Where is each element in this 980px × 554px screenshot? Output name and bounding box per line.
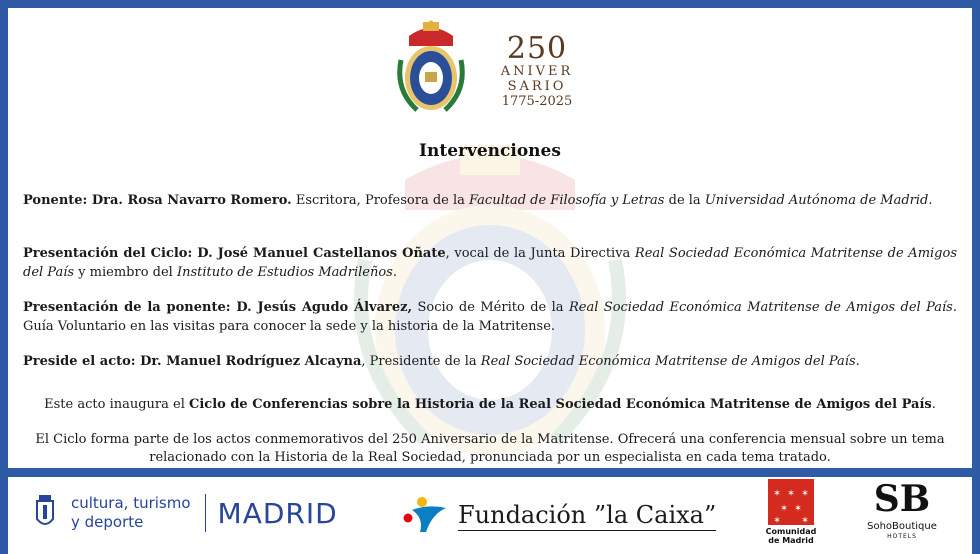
cycle-presentation-label: Presentación del Ciclo: D. José Manuel Castellanos Oñate [23, 246, 446, 261]
speaker-presentation-society: Real Sociedad Económica Matritense de Amigos del País. [568, 300, 957, 315]
la-caixa-wordmark: Fundación ”la Caixa” [458, 500, 717, 529]
inauguration-cycle-name: Ciclo de Conferencias sobre la Historia de la Real Sociedad Económica Matritense de Amigos del País [189, 397, 932, 412]
speaker-faculty: Facultad de Filosofía y Letras [469, 193, 665, 208]
footer-divider [0, 468, 980, 477]
speaker-text-2: de la [664, 193, 705, 208]
sponsors-footer [8, 477, 972, 554]
soho-hotels: HOTELS [887, 533, 917, 540]
page-title: Intervenciones [419, 141, 561, 161]
cycle-presentation-text-1: , vocal de la Junta Directiva [445, 246, 635, 261]
comunidad-madrid-stars-icon [768, 479, 814, 525]
speaker-text-1: Escritora, Profesora de la [291, 193, 470, 208]
svg-text:✶: ✶ [773, 516, 781, 525]
madrid-logo [35, 492, 338, 534]
la-caixa-star-icon [402, 496, 448, 534]
anniversary-number: 250 [506, 31, 568, 66]
madrid-bear-crest-icon [35, 495, 55, 531]
speaker-university: Universidad Autónoma de Madrid [704, 193, 929, 208]
speaker-paragraph [23, 191, 957, 210]
soho-boutique-logo [862, 477, 942, 541]
speaker-presentation-text-1: Socio de Mérito de la [412, 300, 569, 315]
presides-label: Preside el acto: Dr. Manuel Rodríguez Alcayna [23, 354, 362, 369]
speaker-presentation-text-2: Guía Voluntario en las visitas para conocer la sede y la historia de la Matritense. [23, 319, 556, 334]
la-caixa-logo [402, 495, 716, 535]
svg-text:✶: ✶ [773, 489, 781, 499]
speaker-presentation-label: Presentación de la ponente: D. Jesús Agudo Álvarez, [23, 300, 413, 315]
comunidad-line-1: Comunidad [765, 527, 817, 536]
inauguration-paragraph [20, 396, 960, 414]
soho-name: SohoBoutique [867, 521, 937, 532]
presides-society: Real Sociedad Económica Matritense de Amigos del País. [480, 354, 860, 369]
inauguration-text-1: Este acto inaugura el [44, 397, 189, 412]
anniversary-logo [496, 31, 578, 124]
svg-text:✶: ✶ [801, 516, 809, 525]
real-sociedad-crest-icon [395, 20, 467, 116]
svg-text:✶: ✶ [801, 489, 809, 499]
madrid-department-line-1: cultura, turismo [71, 494, 191, 512]
comunidad-madrid-logo [763, 479, 819, 545]
soho-monogram-icon: SB [873, 478, 931, 520]
cycle-presentation-paragraph [23, 244, 957, 282]
comunidad-line-2: de Madrid [768, 536, 814, 545]
svg-text:✶: ✶ [787, 489, 795, 499]
anniversary-years: 1775-2025 [501, 94, 573, 109]
speaker-label: Ponente: Dra. Rosa Navarro Romero. [23, 193, 292, 208]
svg-text:✶: ✶ [780, 504, 788, 514]
madrid-department-line-2: y deporte [71, 513, 144, 531]
anniversary-word-1: ANIVER [500, 64, 574, 79]
presides-paragraph [23, 352, 957, 371]
cycle-presentation-society: Real Sociedad Económica Matritense de Amigos del País [23, 246, 957, 280]
top-border [0, 0, 980, 8]
madrid-department [71, 494, 206, 532]
svg-text:✶: ✶ [794, 504, 802, 514]
cycle-info-paragraph: El Ciclo forma parte de los actos conmemorativos del 250 Aniversario de la Matritense. Ofrecerá una conferencia mensual sobre un tema relacionado con la Historia de la Real Sociedad, pronunciada por un especialista en cada tema tratado. [35, 432, 945, 465]
cycle-presentation-institute: Instituto de Estudios Madrileños [176, 265, 393, 280]
speaker-text-3: . [928, 193, 933, 208]
anniversary-word-2: SARIO [507, 79, 567, 94]
inauguration-text-2: . [931, 397, 936, 412]
madrid-wordmark: MADRID [217, 496, 338, 530]
cycle-presentation-text-3: . [392, 265, 397, 280]
presides-text-1: , Presidente de la [361, 354, 481, 369]
speaker-presentation-paragraph [23, 298, 957, 336]
cycle-presentation-text-2: y miembro del [74, 265, 177, 280]
